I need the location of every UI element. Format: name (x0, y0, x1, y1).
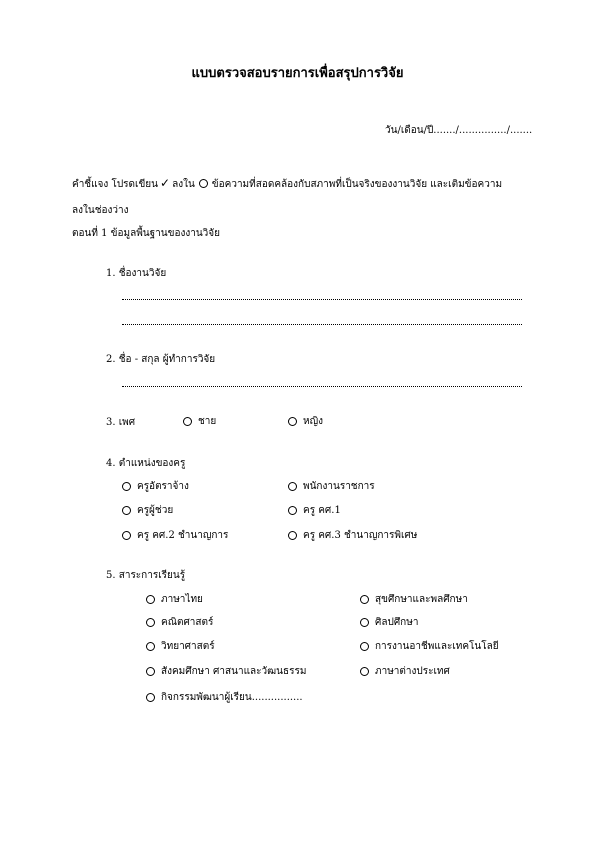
instruction-part2: ลงใน (172, 179, 195, 190)
date-line: วัน/เดือน/ปี......./.............../....... (385, 125, 533, 136)
q1-label: 1. ชื่องานวิจัย (106, 268, 167, 279)
q5-label: 5. สาระการเรียนรู้ (106, 570, 186, 581)
radio-circle-icon[interactable] (122, 531, 131, 540)
q4-option[interactable]: ครู คศ.2 ชำนาญการ (122, 528, 228, 543)
page-title: แบบตรวจสอบรายการเพื่อสรุปการวิจัย (191, 66, 404, 81)
instruction-line-1 (72, 176, 502, 192)
radio-circle-icon[interactable] (146, 667, 155, 676)
instruction-part1: คำชี้แจง โปรดเขียน (72, 179, 158, 190)
q2-answer-line[interactable] (122, 386, 522, 387)
radio-circle-icon[interactable] (183, 417, 192, 426)
q3-label: 3. เพศ (106, 417, 136, 428)
radio-circle-icon[interactable] (288, 531, 297, 540)
q5-option[interactable]: กิจกรรมพัฒนาผู้เรียน................ (146, 690, 303, 705)
radio-circle-icon[interactable] (288, 482, 297, 491)
q4-option[interactable]: ครู คศ.3 ชำนาญการพิเศษ (288, 528, 417, 543)
q4-option[interactable]: ครู คศ.1 (288, 503, 341, 518)
instruction-line-2: ลงในช่องว่าง (72, 205, 129, 216)
radio-circle-icon[interactable] (360, 642, 369, 651)
q2-label: 2. ชื่อ - สกุล ผู้ทำการวิจัย (106, 354, 216, 365)
q5-option[interactable]: ภาษาไทย (146, 592, 203, 607)
radio-circle-icon[interactable] (146, 642, 155, 651)
q4-option[interactable]: ครูอัตราจ้าง (122, 479, 189, 494)
q5-option[interactable]: ภาษาต่างประเทศ (360, 664, 450, 679)
radio-circle-icon[interactable] (146, 693, 155, 702)
check-mark-icon: ✓ (160, 176, 171, 190)
q5-option[interactable]: วิทยาศาสตร์ (146, 639, 215, 654)
radio-circle-icon[interactable] (122, 482, 131, 491)
section-heading: ตอนที่ 1 ข้อมูลพื้นฐานของงานวิจัย (72, 228, 220, 239)
radio-circle-icon[interactable] (146, 618, 155, 627)
radio-circle-icon[interactable] (288, 506, 297, 515)
q5-option[interactable]: คณิตศาสตร์ (146, 615, 213, 630)
radio-circle-icon[interactable] (360, 618, 369, 627)
q1-answer-line-1[interactable] (122, 299, 522, 300)
q4-option[interactable]: พนักงานราชการ (288, 479, 375, 494)
radio-circle-icon[interactable] (360, 595, 369, 604)
q5-option[interactable]: การงานอาชีพและเทคโนโลยี (360, 639, 499, 654)
q3-option-female[interactable]: หญิง (288, 414, 323, 429)
q3-option-male[interactable]: ชาย (183, 414, 216, 429)
q4-option[interactable]: ครูผู้ช่วย (122, 503, 173, 518)
q5-option[interactable]: ศิลปศึกษา (360, 615, 418, 630)
instruction-part3: ข้อความที่สอดคล้องกับสภาพที่เป็นจริงของงานวิจัย และเติมข้อความ (211, 179, 503, 190)
q4-label: 4. ตำแหน่งของครู (106, 458, 186, 469)
q5-option[interactable]: สังคมศึกษา ศาสนาและวัฒนธรรม (146, 664, 306, 679)
radio-circle-icon[interactable] (122, 506, 131, 515)
circle-icon (199, 179, 208, 188)
q1-answer-line-2[interactable] (122, 324, 522, 325)
radio-circle-icon[interactable] (146, 595, 155, 604)
radio-circle-icon[interactable] (360, 667, 369, 676)
radio-circle-icon[interactable] (288, 417, 297, 426)
q5-option[interactable]: สุขศึกษาและพลศึกษา (360, 592, 468, 607)
